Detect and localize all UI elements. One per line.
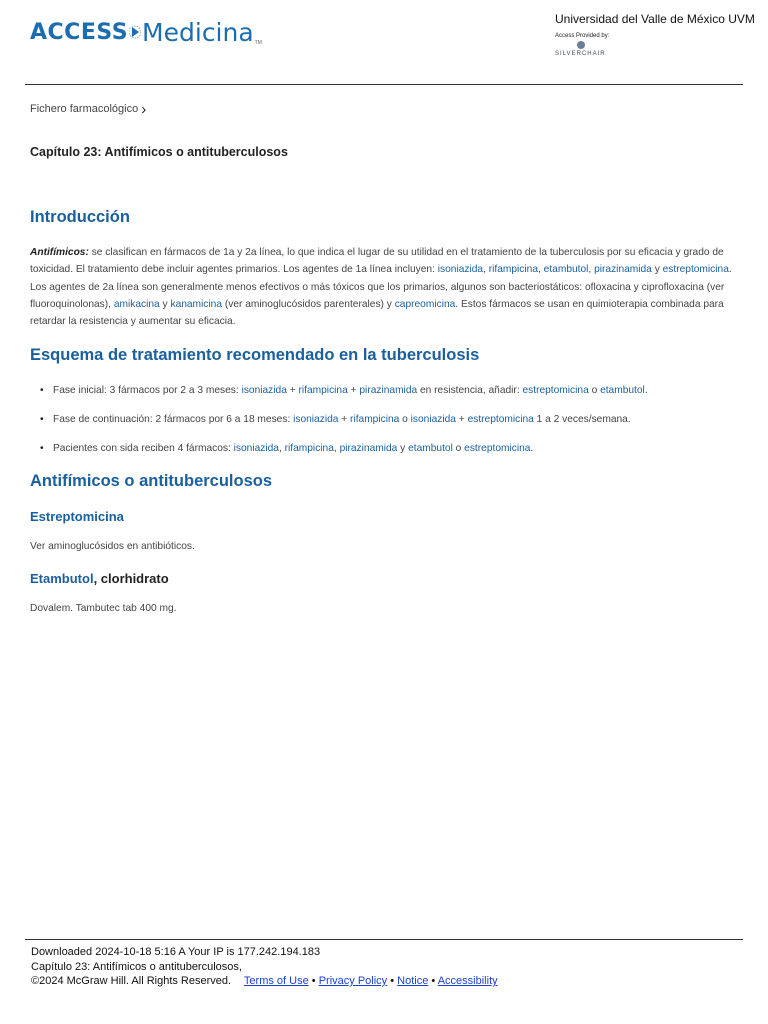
link-pirazinamida[interactable]: pirazinamida [359, 385, 418, 396]
access-provided-label: Access Provided by: [555, 33, 610, 39]
link-isoniazida[interactable]: isoniazida [437, 264, 484, 276]
link-rifampicina[interactable]: rifampicina [350, 414, 400, 425]
bullet-text: Pacientes con sida reciben 4 fármacos: [53, 443, 234, 454]
scheme-heading: Esquema de tratamiento recomendado en la tuberculosis [30, 346, 480, 364]
intro-text-4: . Estos fármacos se usan en quimioterapia combinada para retardar la resistencia y aumentar su eficacia. [30, 298, 724, 328]
page-footer [31, 945, 498, 989]
link-pirazinamida[interactable]: pirazinamida [594, 264, 652, 276]
intro-paragraph: Antifímicos: se clasifican en fármacos de 1a y 2a línea, lo que indica el lugar de su utilidad en el tratamiento de la tuberculosis por su eficacia y grado de toxicidad. El tratamiento debe incluir agentes primarios. Los agentes de 1a línea incluyen: isoniazida, rifampicina, etambutol, pirazinamida y estreptomicina. Los agentes de 2a línea son generalmente menos efectivos o más tóxicos que los primarios, algunos son bacteriostáticos: ofloxacina y ciprofloxacina (ver fluoroquinolonas), amikacina y kanamicina (ver aminoglucósidos parenterales) y capreomicina. Estos fármacos se usan en quimioterapia combinada para retardar la resistencia y aumentar su eficacia. [30, 247, 732, 328]
intro-term: Antifímicos: [30, 247, 89, 258]
drugs-heading: Antifímicos o antituberculosos [30, 472, 273, 490]
list-item: • Fase de continuación: 2 fármacos por 6 a 18 meses: isoniazida + rifampicina o isoniazida + estreptomicina 1 a 2 veces/semana. [30, 411, 730, 440]
chapter-title: Capítulo 23: Antifímicos o antituberculosos [30, 145, 288, 159]
link-isoniazida[interactable]: isoniazida [241, 385, 287, 396]
link-estreptomicina[interactable]: estreptomicina [662, 264, 729, 276]
drug-text-estreptomicina: Ver aminoglucósidos en antibióticos. [30, 541, 195, 552]
link-amikacina[interactable]: amikacina [113, 298, 160, 310]
intro-text-1: se clasifican en fármacos de 1a y 2a línea, lo que indica el lugar de su utilidad en el tratamiento de la tuberculosis por su eficacia y grado de toxicidad. El tratamiento debe incluir agentes primarios. Los agentes de 1a línea incluyen: [30, 247, 724, 276]
link-etambutol[interactable]: etambutol [543, 264, 589, 276]
terms-link[interactable]: Terms of Use [243, 975, 309, 987]
link-pirazinamida[interactable]: pirazinamida [339, 443, 398, 454]
privacy-link[interactable]: Privacy Policy [318, 975, 388, 987]
silverchair-logo [555, 41, 607, 65]
footer-separator: • [431, 975, 436, 987]
site-header [0, 0, 768, 85]
drug-title-suffix: , clorhidrato [93, 571, 169, 586]
link-capreomicina[interactable]: capreomicina [394, 298, 456, 310]
silverchair-name: SILVERCHAIR [555, 51, 606, 57]
drug-title-etambutol [30, 571, 169, 586]
footer-legal [31, 974, 498, 989]
chevron-right-icon: › [141, 100, 147, 118]
intro-text-2: . Los agentes de 2a línea son generalmente menos efectivos o más tóxicos que los primarios, algunos son bacteriostáticos: ofloxacina y ciprofloxacina (ver fluoroquinolonas), [30, 264, 732, 310]
header-divider [25, 84, 743, 85]
copyright-text: ©2024 McGraw Hill. All Rights Reserved. [31, 975, 232, 987]
logo-trademark: TM [254, 40, 262, 46]
link-kanamicina[interactable]: kanamicina [170, 298, 222, 310]
footer-separator: • [311, 975, 316, 987]
link-rifampicina[interactable]: rifampicina [284, 443, 334, 454]
notice-link[interactable]: Notice [397, 975, 429, 987]
bullet-text: 1 a 2 veces/semana. [533, 414, 631, 425]
link-etambutol[interactable]: etambutol [408, 443, 453, 454]
download-info: Downloaded 2024-10-18 5:16 A Your IP is 177.242.194.183 [31, 946, 321, 958]
intro-text-3: (ver aminoglucósidos parenterales) y [222, 298, 395, 310]
bullet-text: en resistencia, añadir: [417, 385, 523, 396]
breadcrumb-label[interactable]: Fichero farmacológico [30, 103, 139, 115]
drug-text-etambutol: Dovalem. Tambutec tab 400 mg. [30, 603, 177, 614]
drug-title-estreptomicina: Estreptomicina [30, 509, 124, 524]
link-isoniazida[interactable]: isoniazida [293, 414, 339, 425]
silverchair-globe-icon [577, 41, 585, 49]
footer-separator: • [390, 975, 395, 987]
accessmedicina-logo[interactable] [30, 12, 262, 52]
footer-chapter: Capítulo 23: Antifímicos o antituberculosos, [31, 960, 242, 973]
link-etambutol[interactable]: Etambutol [30, 571, 94, 586]
logo-word-medicina: Medicina [142, 17, 254, 47]
list-item: • Pacientes con sida reciben 4 fármacos: isoniazida, rifampicina, pirazinamida y etambutol o estreptomicina. [30, 440, 730, 469]
scheme-list [30, 382, 730, 469]
link-estreptomicina[interactable]: estreptomicina [467, 414, 534, 425]
institution-name: Universidad del Valle de México UVM [555, 12, 755, 26]
link-isoniazida[interactable]: isoniazida [410, 414, 456, 425]
link-isoniazida[interactable]: isoniazida [233, 443, 279, 454]
link-rifampicina[interactable]: rifampicina [298, 385, 348, 396]
list-item: • Fase inicial: 3 fármacos por 2 a 3 meses: isoniazida + rifampicina + pirazinamida en resistencia, añadir: estreptomicina o etambutol. [30, 382, 730, 411]
intro-heading: Introducción [30, 208, 130, 226]
link-estreptomicina[interactable]: estreptomicina [522, 385, 589, 396]
link-estreptomicina[interactable]: estreptomicina [464, 443, 531, 454]
logo-word-access: ACCESS [30, 19, 129, 45]
bullet-text: Fase de continuación: 2 fármacos por 6 a 18 meses: [53, 414, 294, 425]
breadcrumb[interactable] [30, 100, 147, 118]
accessibility-link[interactable]: Accessibility [437, 975, 498, 987]
link-rifampicina[interactable]: rifampicina [488, 264, 538, 276]
footer-divider [25, 939, 743, 940]
link-etambutol[interactable]: etambutol [600, 385, 645, 396]
logo-arrow-icon [129, 22, 141, 42]
bullet-text: Fase inicial: 3 fármacos por 2 a 3 meses: [53, 385, 242, 396]
